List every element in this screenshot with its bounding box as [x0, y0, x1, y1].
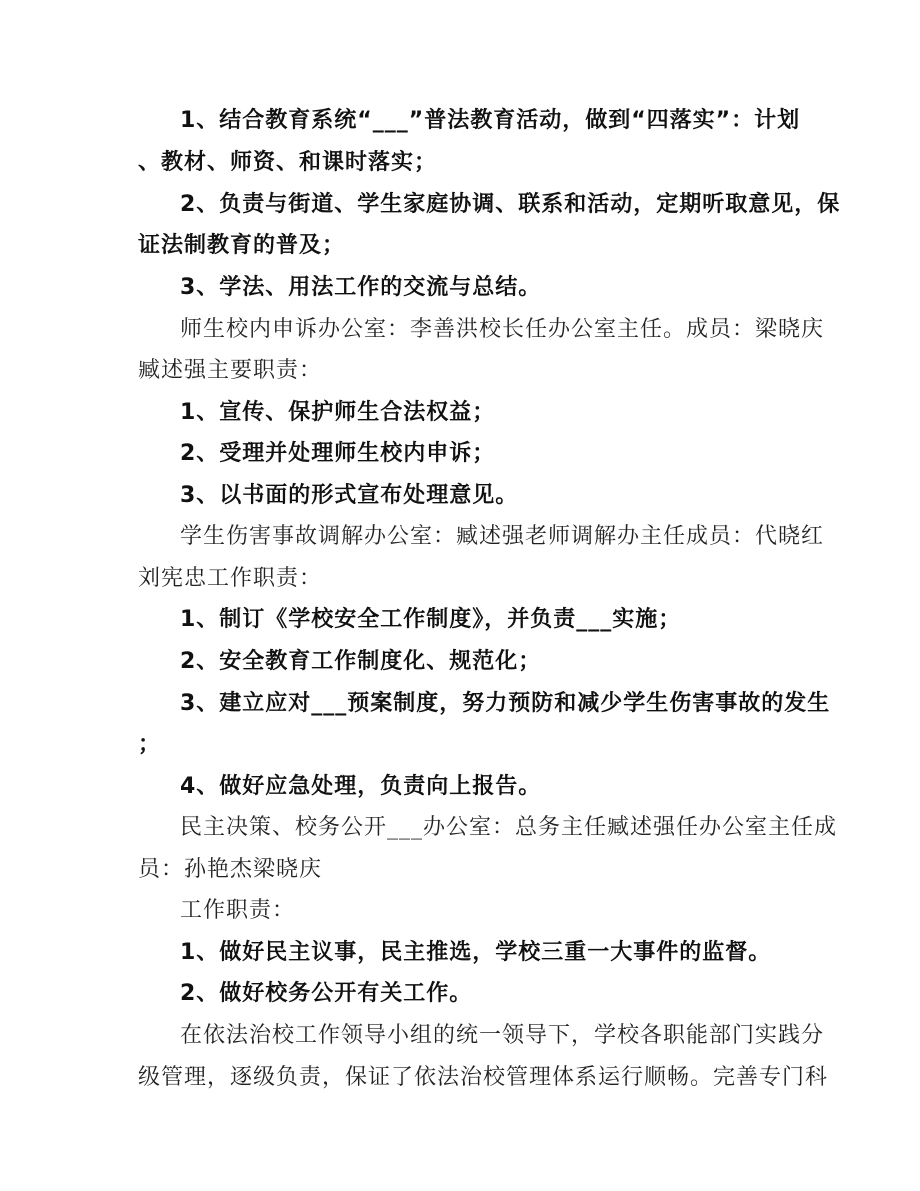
text-line: 1、制订《学校安全工作制度》，并负责___实施； — [180, 607, 682, 632]
text-line: 工作职责： — [180, 898, 296, 923]
text-line: 4、做好应急处理，负责向上报告。 — [180, 774, 542, 799]
text-line: 学生伤害事故调解办公室：臧述强老师调解办主任成员：代晓红 — [180, 524, 825, 549]
text-line: 证法制教育的普及； — [138, 233, 346, 258]
text-line: 民主决策、校务公开___办公室：总务主任臧述强任办公室主任成 — [180, 815, 838, 840]
text-line: 2、做好校务公开有关工作。 — [180, 981, 473, 1006]
text-line: 3、学法、用法工作的交流与总结。 — [180, 275, 542, 300]
text-line: 臧述强主要职责： — [138, 358, 323, 383]
text-line: 1、结合教育系统“___”普法教育活动，做到“四落实”：计划 — [180, 108, 801, 133]
text-line: 、教材、师资、和课时落实； — [138, 150, 438, 175]
text-line: 2、负责与街道、学生家庭协调、联系和活动，定期听取意见，保 — [180, 192, 841, 217]
text-line: 1、宣传、保护师生合法权益； — [180, 400, 496, 425]
text-line: 1、做好民主议事，民主推选，学校三重一大事件的监督。 — [180, 940, 772, 965]
text-line: 在依法治校工作领导小组的统一领导下，学校各职能部门实践分 — [180, 1023, 825, 1048]
text-line: 2、受理并处理师生校内申诉； — [180, 441, 496, 466]
text-line: 3、建立应对___预案制度，努力预防和减少学生伤害事故的发生 — [180, 691, 831, 716]
text-line: 刘宪忠工作职责： — [138, 566, 323, 591]
text-line: 2、安全教育工作制度化、规范化； — [180, 649, 542, 674]
text-line: 师生校内申诉办公室：李善洪校长任办公室主任。成员：梁晓庆 — [180, 317, 825, 342]
text-line: ； — [138, 732, 162, 757]
text-line: 员：孙艳杰梁晓庆 — [138, 857, 323, 882]
text-line: 级管理，逐级负责，保证了依法治校管理体系运行顺畅。完善专门科 — [138, 1065, 829, 1090]
text-line: 3、以书面的形式宣布处理意见。 — [180, 483, 519, 508]
